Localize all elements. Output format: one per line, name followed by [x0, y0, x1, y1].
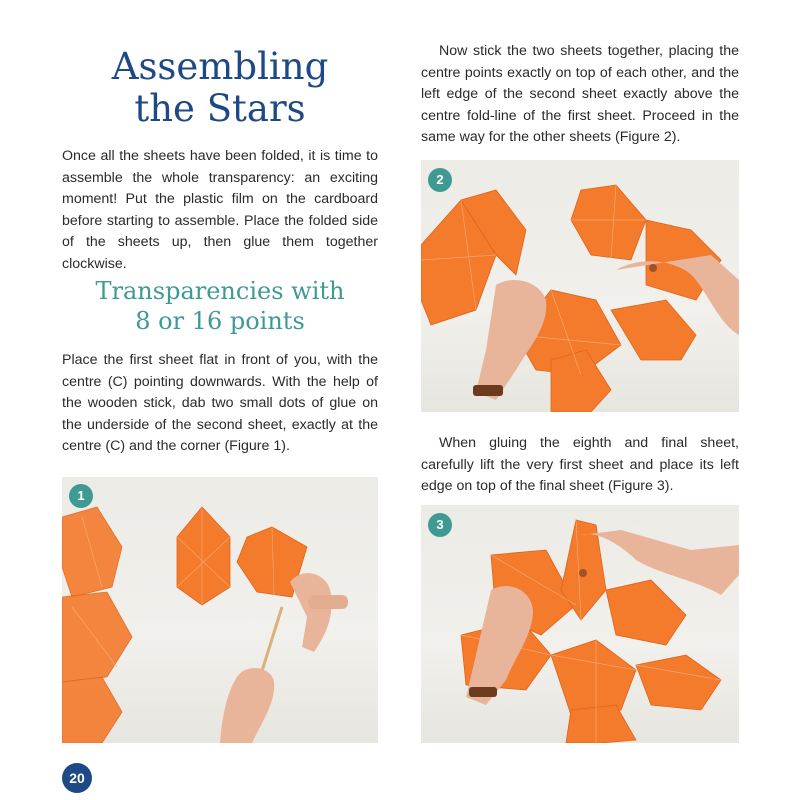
intro-paragraph: Once all the sheets have been folded, it is time to assemble the whole transparency: an exciting moment! Put the plastic film on the cardboard before starting to assemble. Place the folded side of the sheets up, then glue them together clockwise.	[62, 148, 378, 272]
figure-2-badge: 2	[428, 168, 452, 192]
figure-3-photo	[421, 505, 739, 743]
page-title-line-2: the Stars	[134, 87, 306, 130]
figure-1-badge: 1	[69, 484, 93, 508]
photo-hands-pressing-sheets-icon	[421, 160, 739, 412]
stick-together-paragraph: Now stick the two sheets together, placing the centre points exactly on top of each other, and the left edge of the second sheet exactly above the centre fold-line of the first sheet. Proceed in the same way for the other sheets (Figure 2).	[421, 43, 739, 145]
page-number-badge: 20	[62, 763, 92, 793]
figure-3-badge: 3	[428, 513, 452, 537]
figure-2-photo	[421, 160, 739, 412]
photo-hands-gluing-sheet-icon	[62, 477, 378, 743]
figure-1-photo	[62, 477, 378, 743]
section-subtitle-line-1: Transparencies with	[95, 277, 345, 305]
page-title-line-1: Assembling	[111, 45, 329, 88]
section-subtitle	[62, 276, 378, 336]
page-title	[62, 46, 378, 130]
section-subtitle-line-2: 8 or 16 points	[135, 307, 305, 335]
photo-hands-lifting-first-sheet-icon	[421, 505, 739, 743]
final-sheet-paragraph: When gluing the eighth and final sheet, carefully lift the very first sheet and place its left edge on top of the final sheet (Figure 3).	[421, 435, 739, 494]
first-sheet-paragraph: Place the first sheet flat in front of you, with the centre (C) pointing downwards. With the help of the wooden stick, dab two small dots of glue on the underside of the second sheet, exactly at the centre (C) and the corner (Figure 1).	[62, 352, 378, 454]
